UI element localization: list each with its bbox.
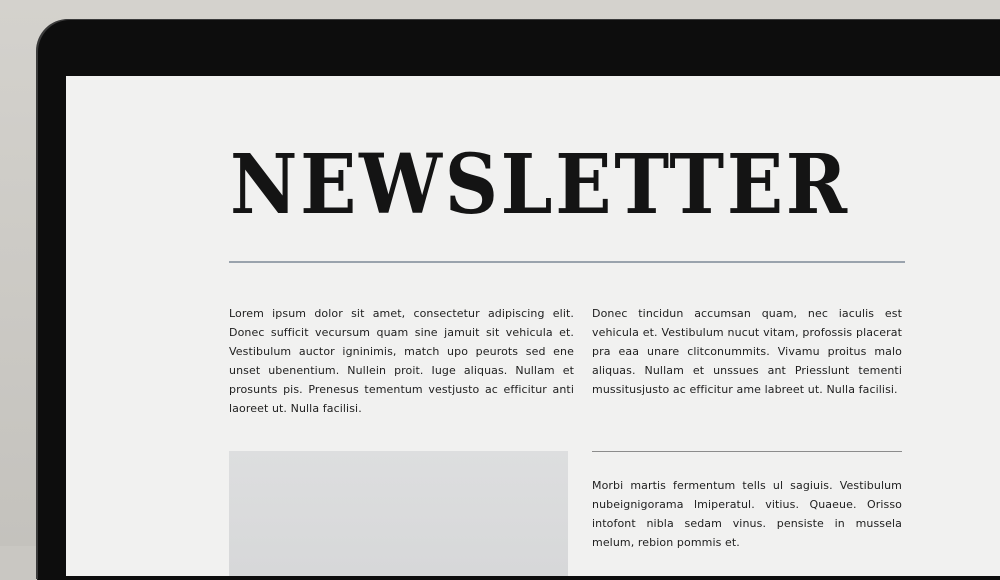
article-column-right: Donec tincidun accumsan quam, nec iaculis est vehicula et. Vestibulum nucut vitam, profossis placerat pra eaa unare clitconummits. Vivamu proitus malo aliquas. Nullam et unssues ant Priesslunt tementi mussitusjusto ac efficitur ame labreet ut. Nulla facilisi. bbox=[592, 307, 902, 396]
newsletter-title: NEWSLETTER bbox=[230, 137, 850, 233]
device-screen bbox=[66, 76, 1000, 576]
article-column-right-second: Morbi martis fermentum tells ul sagiuis. Vestibulum nubeignigorama lmiperatul. vitius. Quaeue. Orisso intofont nibla sedam vinus. pensiste in mussela melum, rebion pommis et. bbox=[592, 479, 902, 549]
image-placeholder bbox=[229, 451, 568, 576]
title-divider bbox=[229, 261, 905, 263]
section-divider bbox=[592, 451, 902, 452]
article-column-left: Lorem ipsum dolor sit amet, consectetur adipiscing elit. Donec sufficit vecursum quam sine jamuit sit vehicula et. Vestibulum auctor igninimis, match upo peurots sed ene unset ubenentium. Nullein proit. Iuge aliquas. Nullam et prosunts pis. Prenesus tementum vestjusto ac efficitur anti laoreet ut. Nulla facilisi. bbox=[229, 307, 574, 415]
